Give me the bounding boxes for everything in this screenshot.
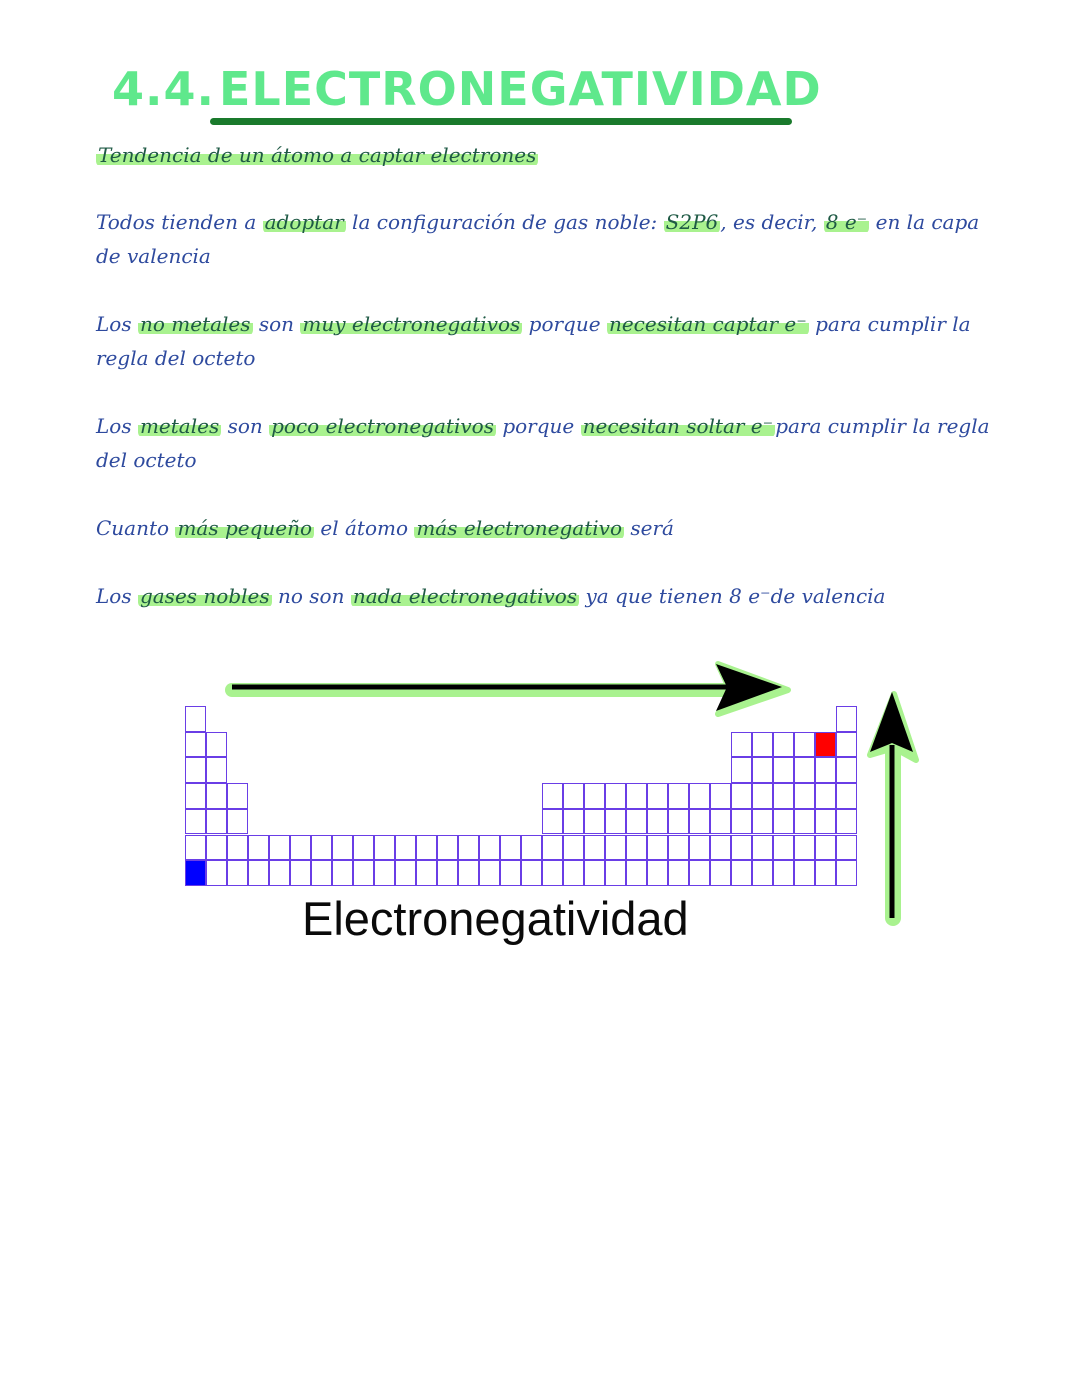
element-cell bbox=[605, 783, 626, 809]
element-cell bbox=[542, 860, 563, 886]
element-cell bbox=[689, 783, 710, 809]
highlighted-text: necesitan captar e⁻ bbox=[608, 312, 807, 336]
element-cell bbox=[290, 835, 311, 861]
element-cell bbox=[710, 835, 731, 861]
text-segment: en la capa de valencia bbox=[96, 210, 980, 268]
element-cell bbox=[395, 835, 416, 861]
element-cell bbox=[563, 835, 584, 861]
element-cell bbox=[731, 860, 752, 886]
text-segment: no son bbox=[271, 584, 351, 608]
element-cell bbox=[185, 809, 206, 835]
element-cell bbox=[647, 835, 668, 861]
highlighted-text: no metales bbox=[139, 312, 251, 336]
element-cell bbox=[794, 835, 815, 861]
element-cell bbox=[836, 706, 857, 732]
element-cell bbox=[395, 860, 416, 886]
element-cell bbox=[332, 860, 353, 886]
element-cell bbox=[458, 835, 479, 861]
element-cell bbox=[668, 835, 689, 861]
vertical-arrow-icon bbox=[870, 692, 916, 918]
element-cell bbox=[521, 860, 542, 886]
element-cell bbox=[794, 757, 815, 783]
element-cell bbox=[836, 835, 857, 861]
element-cell bbox=[668, 809, 689, 835]
highlighted-text: 8 e⁻ bbox=[825, 210, 868, 234]
element-cell bbox=[248, 860, 269, 886]
element-cell bbox=[185, 757, 206, 783]
element-cell bbox=[479, 835, 500, 861]
element-cell bbox=[752, 835, 773, 861]
element-cell bbox=[584, 809, 605, 835]
element-cell bbox=[668, 783, 689, 809]
element-cell bbox=[185, 732, 206, 758]
element-cell bbox=[185, 835, 206, 861]
text-segment: , es decir, bbox=[720, 210, 824, 234]
highlighted-text: nada electronegativos bbox=[352, 584, 578, 608]
element-cell bbox=[647, 860, 668, 886]
element-cell bbox=[710, 809, 731, 835]
element-cell bbox=[206, 783, 227, 809]
text-segment: porque bbox=[495, 414, 581, 438]
element-cell bbox=[731, 835, 752, 861]
text-segment: Los bbox=[96, 584, 138, 608]
text-segment: Los bbox=[96, 414, 138, 438]
element-cell bbox=[773, 783, 794, 809]
element-cell bbox=[689, 835, 710, 861]
element-cell bbox=[710, 783, 731, 809]
diagram-label: Electronegatividad bbox=[302, 892, 689, 945]
element-cell bbox=[836, 860, 857, 886]
element-cell bbox=[227, 783, 248, 809]
element-cell bbox=[206, 757, 227, 783]
highlighted-text: más pequeño bbox=[177, 516, 313, 540]
element-cell bbox=[542, 783, 563, 809]
element-cell bbox=[815, 835, 836, 861]
highlighted-text: poco electronegativos bbox=[271, 414, 494, 438]
element-cell bbox=[689, 809, 710, 835]
element-cell bbox=[206, 809, 227, 835]
element-cell bbox=[458, 860, 479, 886]
text-segment: el átomo bbox=[314, 516, 415, 540]
horizontal-arrow-icon bbox=[232, 664, 788, 714]
element-cell bbox=[626, 783, 647, 809]
element-cell bbox=[794, 732, 815, 758]
element-cell bbox=[815, 860, 836, 886]
element-cell bbox=[269, 860, 290, 886]
element-cell bbox=[542, 809, 563, 835]
element-cell bbox=[563, 783, 584, 809]
element-cell bbox=[773, 835, 794, 861]
element-cell bbox=[563, 809, 584, 835]
element-cell bbox=[416, 835, 437, 861]
text-segment: será bbox=[623, 516, 674, 540]
element-cell bbox=[773, 757, 794, 783]
element-cell bbox=[437, 835, 458, 861]
element-cell bbox=[227, 835, 248, 861]
element-cell bbox=[710, 860, 731, 886]
element-cell bbox=[626, 835, 647, 861]
element-cell bbox=[752, 860, 773, 886]
highlighted-text: gases nobles bbox=[139, 584, 270, 608]
element-cell bbox=[626, 860, 647, 886]
element-cell bbox=[374, 835, 395, 861]
element-cell bbox=[542, 835, 563, 861]
element-cell bbox=[773, 809, 794, 835]
text-segment: para cumplir la regla del octeto bbox=[96, 312, 971, 370]
highlighted-text: más electronegativo bbox=[416, 516, 622, 540]
text-segment: Cuanto bbox=[96, 516, 176, 540]
section-title: ELECTRONEGATIVIDAD bbox=[218, 62, 822, 116]
element-cell bbox=[731, 732, 752, 758]
element-cell bbox=[836, 757, 857, 783]
highlighted-text: S2P6 bbox=[665, 210, 719, 234]
element-cell bbox=[206, 732, 227, 758]
element-cell bbox=[647, 783, 668, 809]
highlighted-text: necesitan soltar e⁻ bbox=[582, 414, 774, 438]
element-cell bbox=[185, 706, 206, 732]
element-cell bbox=[374, 860, 395, 886]
element-cell bbox=[815, 757, 836, 783]
element-cell bbox=[773, 732, 794, 758]
highlighted-element-cell bbox=[185, 860, 206, 886]
element-cell bbox=[794, 809, 815, 835]
element-cell bbox=[584, 860, 605, 886]
text-segment: la configuración de gas noble: bbox=[345, 210, 664, 234]
element-cell bbox=[752, 732, 773, 758]
element-cell bbox=[752, 783, 773, 809]
element-cell bbox=[752, 757, 773, 783]
element-cell bbox=[815, 783, 836, 809]
element-cell bbox=[353, 860, 374, 886]
element-cell bbox=[626, 809, 647, 835]
element-cell bbox=[773, 860, 794, 886]
element-cell bbox=[311, 860, 332, 886]
element-cell bbox=[206, 835, 227, 861]
text-segment: ya que tienen 8 e⁻de valencia bbox=[579, 584, 886, 608]
highlighted-text: muy electronegativos bbox=[302, 312, 521, 336]
section-number: 4.4. bbox=[112, 62, 215, 116]
text-segment: Todos tienden a bbox=[96, 210, 263, 234]
element-cell bbox=[521, 835, 542, 861]
element-cell bbox=[689, 860, 710, 886]
element-cell bbox=[290, 860, 311, 886]
highlighted-element-cell bbox=[815, 732, 836, 758]
element-cell bbox=[815, 809, 836, 835]
element-cell bbox=[500, 835, 521, 861]
element-cell bbox=[647, 809, 668, 835]
text-segment: son bbox=[252, 312, 301, 336]
element-cell bbox=[353, 835, 374, 861]
element-cell bbox=[605, 835, 626, 861]
element-cell bbox=[731, 783, 752, 809]
element-cell bbox=[836, 783, 857, 809]
element-cell bbox=[227, 809, 248, 835]
element-cell bbox=[311, 835, 332, 861]
element-cell bbox=[605, 860, 626, 886]
highlighted-text: metales bbox=[139, 414, 220, 438]
element-cell bbox=[584, 835, 605, 861]
element-cell bbox=[731, 809, 752, 835]
element-cell bbox=[500, 860, 521, 886]
element-cell bbox=[836, 809, 857, 835]
element-cell bbox=[563, 860, 584, 886]
element-cell bbox=[752, 809, 773, 835]
element-cell bbox=[269, 835, 290, 861]
element-cell bbox=[794, 783, 815, 809]
element-cell bbox=[332, 835, 353, 861]
element-cell bbox=[794, 860, 815, 886]
element-cell bbox=[248, 835, 269, 861]
element-cell bbox=[836, 732, 857, 758]
element-cell bbox=[185, 783, 206, 809]
element-cell bbox=[584, 783, 605, 809]
element-cell bbox=[227, 860, 248, 886]
element-cell bbox=[731, 757, 752, 783]
element-cell bbox=[206, 860, 227, 886]
text-segment: para cumplir la regla del octeto bbox=[96, 414, 990, 472]
element-cell bbox=[437, 860, 458, 886]
element-cell bbox=[416, 860, 437, 886]
element-cell bbox=[605, 809, 626, 835]
highlighted-text: adoptar bbox=[264, 210, 344, 234]
highlighted-text: Tendencia de un átomo a captar electrones bbox=[98, 143, 537, 167]
text-segment: Los bbox=[96, 312, 138, 336]
element-cell bbox=[479, 860, 500, 886]
text-segment: son bbox=[221, 414, 270, 438]
element-cell bbox=[668, 860, 689, 886]
text-segment: porque bbox=[522, 312, 607, 336]
